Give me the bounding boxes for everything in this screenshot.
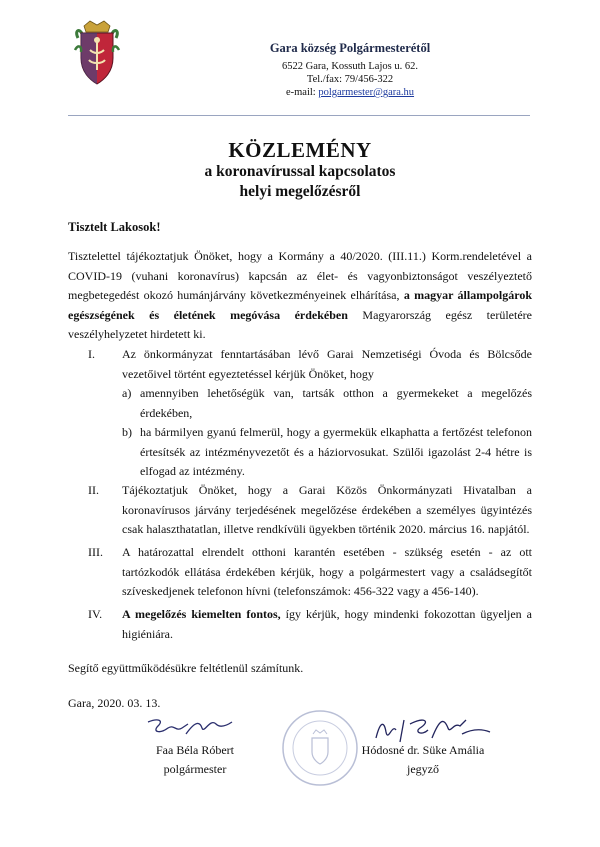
list-item-text: ha bármilyen gyanú felmerül, hogy a gyermekük elkaphatta a fertőzést telefonon értesítsék az intézményvezetőt és a háziorvosukat. Szülői igazolást 2-4 hétre is elfogad az intézmény. (140, 425, 532, 479)
greeting: Tisztelt Lakosok! (68, 220, 161, 234)
list-item-text: amennyiben lehetőségük van, tartsák otthon a gyermekeket a megelőzés érdekében, (140, 386, 532, 420)
section-number: I. (88, 347, 95, 361)
signatory-name: Faa Béla Róbert (156, 743, 234, 757)
intro-text-after: Magyarország egész területére veszélyhelyzetet hirdetett ki. (68, 307, 532, 342)
document-subtitle-line2: helyi megelőzésről (239, 183, 361, 200)
closing-sentence: Segítő együttműködésükre feltétlenül számítunk. (68, 661, 304, 675)
section-text-bold: A megelőzés kiemelten fontos, (122, 607, 281, 621)
email-label: e-mail: (285, 87, 316, 98)
list-item-label: b) (122, 425, 132, 439)
coat-of-arms-icon (72, 20, 122, 86)
list-item-label: a) (122, 386, 132, 400)
section-text-rest: így kérjük, hogy mindenki fokozottan ügyeljen a higiéniára. (122, 607, 532, 641)
section-number: IV. (88, 607, 103, 621)
intro-text-bold: a magyar állampolgárok egészségének és életének megóvása érdekében (68, 288, 533, 322)
document-subtitle-line1: a koronavírussal kapcsolatos (204, 163, 396, 180)
section-text: Tájékoztatjuk Önöket, hogy a Garai Közös Önkormányzati Hivatalban a koronavírusos járvány terjedésének megelőzése érdekében a személyes ügyintézés csak halaszthatatlan, illetve rendkívüli ügyekben történik 2020. március 16. napjától. (122, 483, 532, 537)
list-item (122, 423, 532, 482)
letterhead-title: Gara község Polgármesterétől (269, 41, 431, 55)
list-item (122, 384, 532, 423)
email-link[interactable]: polgarmester@gara.hu (318, 87, 415, 98)
signatory-title: jegyző (407, 762, 439, 776)
section-number: III. (88, 545, 103, 559)
section-text (122, 605, 532, 644)
intro-paragraph (68, 247, 532, 345)
section-text: A határozattal elrendelt otthoni karantén esetében - szükség esetén - az ott tartózkodók ellátása érdekében kérjük, hogy a polgármestert vagy a családsegítőt szíveskedjenek telefonon hívni (telefonszámok: 456-322 vagy a 456-140). (122, 545, 532, 599)
section-text: Az önkormányzat fenntartásában lévő Garai Nemzetiségi Óvoda és Bölcsőde vezetőivel történt egyeztetéssel kérjük Önöket, hogy (122, 347, 532, 381)
letterhead-email (230, 86, 470, 99)
signatory-title: polgármester (163, 762, 227, 776)
letterhead-telfax: Tel./fax: 79/456-322 (306, 74, 394, 85)
letterhead-address: 6522 Gara, Kossuth Lajos u. 62. (282, 61, 418, 72)
section-number: II. (88, 483, 99, 497)
document-date: Gara, 2020. 03. 13. (68, 696, 161, 710)
document-title: KÖZLEMÉNY (228, 138, 372, 162)
header-divider (68, 115, 530, 116)
signatory-name: Hódosné dr. Süke Amália (361, 743, 485, 757)
intro-text-before: Tisztelettel tájékoztatjuk Önöket, hogy a Kormány a 40/2020. (III.11.) Korm.rendeletével a COVID-19 (vuhani koronavírus) kapcsán az élet- és vagyonbiztonságot veszélyeztető megbetegedést okozó humánjárvány következményeinek elhárítása, (68, 249, 532, 303)
